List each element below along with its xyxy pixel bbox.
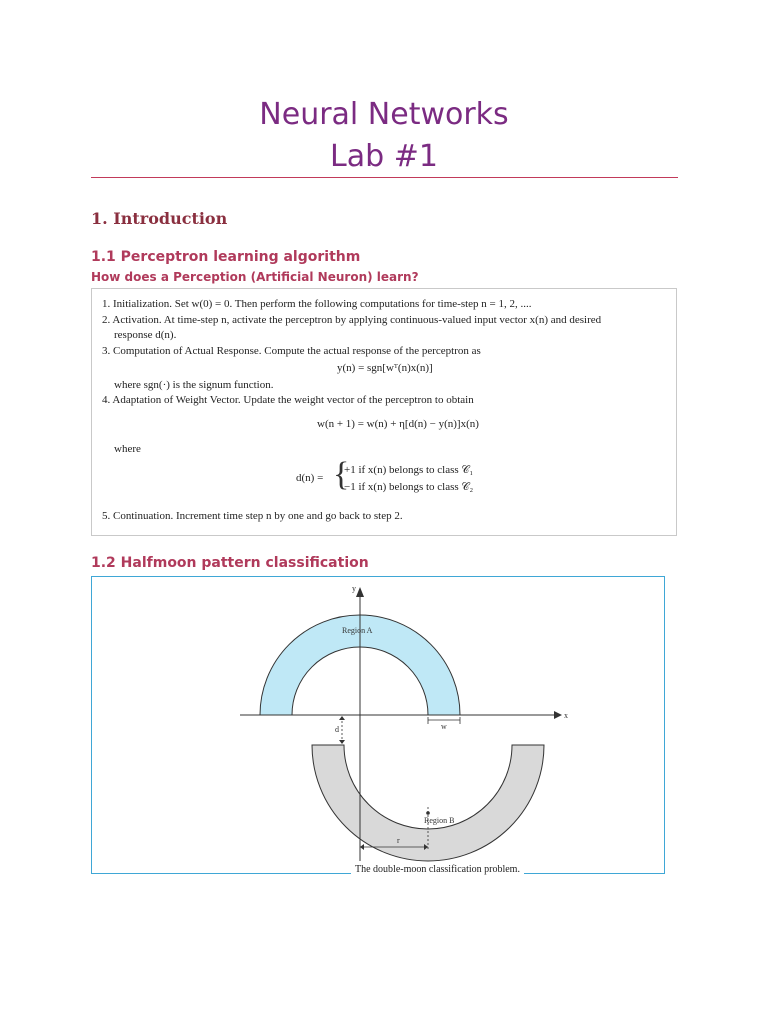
subsection-heading-halfmoon: 1.2 Halfmoon pattern classification [91, 555, 369, 571]
y-axis-label: y [352, 584, 356, 593]
algorithm-step-2: 2. Activation. At time-step n, activate the perceptron by applying continuous-valued input vector x(n) and desired [102, 314, 602, 326]
double-moon-figure [91, 576, 665, 874]
region-a-label: Region A [342, 626, 373, 635]
desired-response-label: d(n) = [296, 472, 324, 484]
document-title: Neural Networks [259, 97, 509, 132]
title-divider [91, 177, 678, 178]
equation-weight-update: w(n + 1) = w(n) + η[d(n) − y(n)]x(n) [317, 418, 479, 430]
case-brace: { [333, 456, 350, 493]
w-label: w [441, 722, 447, 731]
figure-caption: The double-moon classification problem. [351, 864, 524, 875]
where-label: where [114, 443, 141, 455]
algorithm-step-4: 4. Adaptation of Weight Vector. Update the weight vector of the perceptron to obtain [102, 394, 474, 406]
algorithm-box [91, 288, 677, 536]
region-b-label: Region B [424, 816, 455, 825]
y-axis-arrow [356, 587, 364, 597]
algorithm-step-3: 3. Computation of Actual Response. Compute the actual response of the perceptron as [102, 345, 481, 357]
signum-note: where sgn(·) is the signum function. [114, 379, 274, 391]
algorithm-step-1: 1. Initialization. Set w(0) = 0. Then perform the following computations for time-step n = 1, 2, .... [102, 298, 532, 310]
case-class-1: +1 if x(n) belongs to class 𝒞₁ [344, 464, 474, 476]
x-axis-arrow [554, 711, 562, 719]
case-class-2: −1 if x(n) belongs to class 𝒞₂ [344, 481, 474, 493]
question-heading: How does a Perception (Artificial Neuron) learn? [91, 270, 419, 284]
equation-actual-response: y(n) = sgn[wᵀ(n)x(n)] [337, 362, 433, 374]
algorithm-step-5: 5. Continuation. Increment time step n by one and go back to step 2. [102, 510, 403, 522]
algorithm-step-2-cont: response d(n). [114, 329, 177, 341]
double-moon-diagram [92, 577, 665, 874]
subsection-heading-perceptron: 1.1 Perceptron learning algorithm [91, 249, 361, 265]
x-axis-label: x [564, 711, 568, 720]
r-label: r [397, 836, 400, 845]
document-subtitle: Lab #1 [330, 139, 438, 174]
d-label: d [335, 725, 339, 734]
section-heading-introduction: 1. Introduction [91, 209, 228, 228]
